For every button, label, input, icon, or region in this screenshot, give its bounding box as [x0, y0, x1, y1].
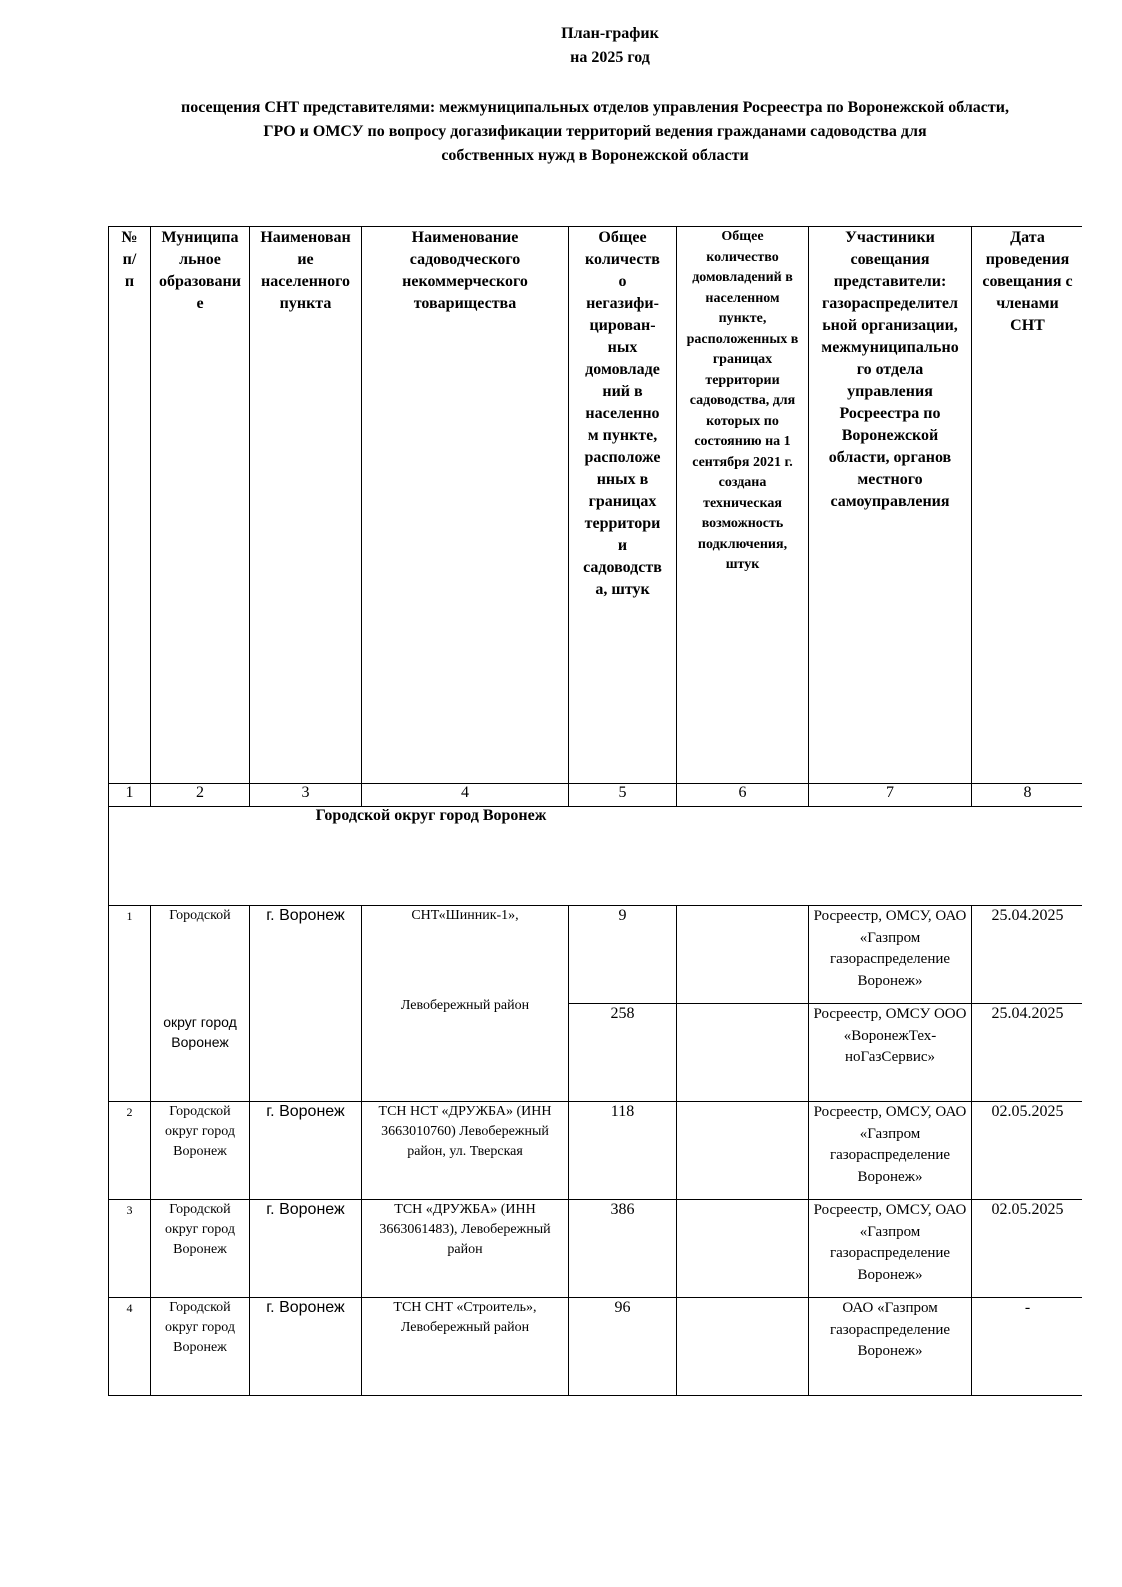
- connection-possible-count: [677, 906, 809, 1004]
- section-title: Городской округ город Воронеж: [315, 807, 547, 824]
- header-text-line: садоводческого: [409, 251, 521, 268]
- row-number: 2: [109, 1102, 151, 1200]
- header-text-line: Участиники: [845, 229, 935, 246]
- header-text-line: некоммерческого: [402, 273, 528, 290]
- header-text-line: границах: [588, 493, 657, 510]
- table-row: [109, 906, 1083, 1004]
- row-number: 4: [109, 1298, 151, 1396]
- header-text-line: м пункте,: [587, 427, 658, 444]
- header-text-line: межмуниципально: [821, 339, 959, 356]
- snt-cell: ТСН «ДРУЖБА» (ИНН 3663061483), Левобережный район: [362, 1200, 569, 1298]
- header-text-line: совещания: [850, 251, 930, 268]
- header-text-line: цирован-: [589, 317, 656, 334]
- header-text-line: местного: [857, 471, 923, 488]
- header-text-line: ьной организации,: [822, 317, 958, 334]
- header-text-line: создана: [718, 475, 767, 490]
- header-text-line: количество: [706, 249, 779, 265]
- connection-possible-count: [677, 1004, 809, 1102]
- table-row: [109, 1200, 1083, 1298]
- meeting-date: -: [972, 1298, 1083, 1396]
- header-text-line: о: [618, 273, 627, 290]
- header-text-line: п/: [122, 251, 137, 268]
- header-text-line: ний в: [602, 383, 643, 400]
- header-text-line: Наименован: [260, 229, 351, 246]
- header-text-line: возможность: [701, 516, 784, 531]
- header-text-line: границах: [712, 352, 773, 367]
- column-number: 7: [809, 784, 972, 807]
- schedule-table: [108, 226, 1082, 1396]
- header-text-line: Общее: [598, 229, 647, 246]
- ungasified-count: 386: [569, 1200, 677, 1298]
- column-number: 6: [677, 784, 809, 807]
- connection-possible-count: [677, 1102, 809, 1200]
- subtitle-line-1: посещения СНТ представителями: межмуниципальных отделов управления Росреестра по Воронежской области,: [181, 99, 1009, 116]
- participants: Росреестр, ОМСУ, ОАО «Газпром газораспределение Воронеж»: [809, 1200, 972, 1298]
- section-title-cell: [109, 807, 1083, 906]
- participants: Росреестр, ОМСУ, ОАО «Газпром газораспределение Воронеж»: [809, 1102, 972, 1200]
- row-number: 1: [109, 906, 151, 1102]
- header-text-line: количеств: [585, 251, 660, 268]
- ungasified-count: 118: [569, 1102, 677, 1200]
- header-text-line: п: [124, 273, 135, 290]
- header-text-line: Наименование: [411, 229, 519, 246]
- ungasified-count: 9: [569, 906, 677, 1004]
- participants: Росреестр, ОМСУ ООО «ВоронежТех-ноГазСервис»: [809, 1004, 972, 1102]
- header-text-line: Воронежской: [841, 427, 939, 444]
- column-number: 3: [250, 784, 362, 807]
- header-text-line: товарищества: [413, 295, 517, 312]
- column-number: 1: [109, 784, 151, 807]
- header-text-line: ие: [297, 251, 314, 268]
- header-text-line: населенном: [705, 290, 780, 306]
- header-meeting-date: [972, 227, 1083, 784]
- snt-name-bottom: Левобережный район: [400, 998, 530, 1013]
- header-municipality: [151, 227, 250, 784]
- header-text-line: штук: [725, 557, 760, 572]
- header-text-line: негазифи-: [586, 295, 659, 312]
- header-text-line: пункте,: [718, 311, 767, 326]
- settlement-cell: г. Воронеж: [250, 1298, 362, 1396]
- header-text-line: расположенных в: [686, 331, 799, 347]
- settlement-cell: г. Воронеж: [250, 1102, 362, 1200]
- meeting-date: 02.05.2025: [972, 1200, 1083, 1298]
- header-text-line: пункта: [279, 295, 332, 312]
- header-text-line: льное: [179, 251, 221, 268]
- meeting-date: 25.04.2025: [972, 1004, 1083, 1102]
- header-text-line: и: [617, 537, 628, 554]
- header-text-line: населенно: [585, 405, 660, 422]
- municipality-cell: Городской округ город Воронеж: [151, 1102, 250, 1200]
- header-text-line: которых по: [706, 413, 779, 429]
- header-text-line: Муниципа: [161, 229, 239, 246]
- header-text-line: домовладе: [585, 361, 660, 378]
- table-row: [109, 1298, 1083, 1396]
- header-text-line: ных: [607, 339, 638, 356]
- municipality-cell: [151, 906, 250, 1102]
- header-text-line: е: [196, 295, 204, 312]
- header-text-line: Общее: [721, 229, 764, 244]
- header-text-line: расположе: [584, 449, 661, 466]
- header-text-line: газораспределител: [822, 295, 958, 312]
- header-text-line: населенного: [261, 273, 350, 290]
- header-text-line: территории: [705, 372, 780, 388]
- header-text-line: садоводств: [583, 559, 662, 576]
- header-text-line: сентября 2021 г.: [692, 454, 793, 470]
- header-text-line: СНТ: [1010, 317, 1045, 334]
- header-settlement: [250, 227, 362, 784]
- header-text-line: проведения: [985, 251, 1070, 268]
- municipality-top: Городской: [169, 908, 231, 923]
- header-text-line: совещания с: [982, 273, 1073, 290]
- header-text-line: го отдела: [856, 361, 924, 378]
- snt-cell: ТСН НСТ «ДРУЖБА» (ИНН 3663010760) Левобережный район, ул. Тверская: [362, 1102, 569, 1200]
- snt-cell: [362, 906, 569, 1102]
- meeting-date: 02.05.2025: [972, 1102, 1083, 1200]
- participants: Росреестр, ОМСУ, ОАО «Газпром газораспределение Воронеж»: [809, 906, 972, 1004]
- column-number: 5: [569, 784, 677, 807]
- subtitle-line-3: собственных нужд в Воронежской области: [441, 147, 749, 164]
- header-text-line: образовани: [159, 273, 241, 290]
- header-text-line: садоводства, для: [689, 393, 796, 408]
- header-text-line: техническая: [703, 495, 782, 511]
- column-number: 2: [151, 784, 250, 807]
- ungasified-count: 258: [569, 1004, 677, 1102]
- municipality-cell: Городской округ город Воронеж: [151, 1298, 250, 1396]
- table-row: [109, 1102, 1083, 1200]
- header-participants: [809, 227, 972, 784]
- header-text-line: Дата: [1010, 229, 1045, 246]
- municipality-cell: Городской округ город Воронеж: [151, 1200, 250, 1298]
- subtitle-line-2: ГРО и ОМСУ по вопросу догазификации территорий ведения гражданами садоводства для: [263, 123, 927, 140]
- settlement-cell: г. Воронеж: [250, 906, 362, 1102]
- ungasified-count: 96: [569, 1298, 677, 1396]
- header-text-line: управления: [847, 383, 933, 400]
- header-text-line: членами: [996, 295, 1059, 312]
- title-line-2: на 2025 год: [570, 49, 650, 66]
- column-number: 4: [362, 784, 569, 807]
- title-line-1: План-график: [561, 25, 659, 42]
- header-text-line: а, штук: [595, 581, 650, 598]
- municipality-bottom: округ город Воронеж: [163, 1014, 237, 1050]
- header-text-line: представители:: [833, 273, 947, 290]
- header-text-line: Росреестра по: [839, 405, 941, 422]
- connection-possible-count: [677, 1298, 809, 1396]
- meeting-date: 25.04.2025: [972, 906, 1083, 1004]
- column-number-row: [109, 784, 1083, 807]
- header-connection-possible-count: [677, 227, 809, 784]
- section-row: [109, 807, 1083, 906]
- header-snt-name: [362, 227, 569, 784]
- row-number: 3: [109, 1200, 151, 1298]
- connection-possible-count: [677, 1200, 809, 1298]
- snt-name-top: СНТ«Шинник-1»,: [411, 908, 519, 923]
- header-text-line: состоянию на 1: [694, 434, 791, 449]
- header-row: [109, 227, 1083, 784]
- snt-cell: ТСН СНТ «Строитель», Левобережный район: [362, 1298, 569, 1396]
- column-number: 8: [972, 784, 1083, 807]
- header-text-line: подключения,: [697, 536, 788, 552]
- settlement-cell: г. Воронеж: [250, 1200, 362, 1298]
- header-text-line: территори: [584, 515, 661, 532]
- header-number: [109, 227, 151, 784]
- header-text-line: домовладений в: [692, 270, 793, 285]
- header-text-line: самоуправления: [830, 493, 950, 510]
- header-text-line: нных в: [596, 471, 649, 488]
- header-text-line: №: [121, 229, 138, 246]
- header-ungasified-count: [569, 227, 677, 784]
- participants: ОАО «Газпром газораспределение Воронеж»: [809, 1298, 972, 1396]
- header-text-line: области, органов: [828, 449, 952, 466]
